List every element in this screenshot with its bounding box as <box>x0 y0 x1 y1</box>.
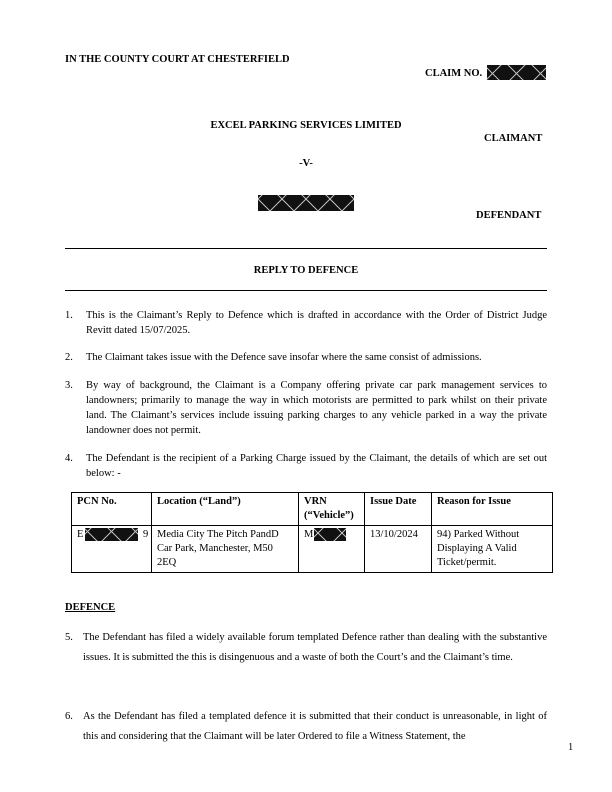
paragraph-number: 5. <box>65 632 73 643</box>
vrn-prefix: M <box>304 529 314 540</box>
paragraph-text: As the Defendant has filed a templated defence it is submitted that their conduct is unreasonable, in light of this and considering that the Claimant will be later Ordered to file a Witness Statement, the <box>83 711 547 742</box>
title-rule-top <box>65 248 547 249</box>
redacted-claim-number <box>487 65 546 80</box>
column-header: Reason for Issue <box>432 493 553 526</box>
paragraph-2 <box>65 350 547 365</box>
pcn-cell <box>72 526 152 573</box>
defence-heading: DEFENCE <box>65 602 116 613</box>
document-title: REPLY TO DEFENCE <box>253 265 359 276</box>
paragraph-number: 2. <box>65 352 73 363</box>
defendant-role: DEFENDANT <box>476 210 542 221</box>
paragraph-3 <box>65 378 547 438</box>
location-cell: Media City The Pitch PandD Car Park, Manchester, M50 2EQ <box>152 526 299 573</box>
table-header-row <box>72 493 553 526</box>
paragraph-number: 3. <box>65 380 73 391</box>
redacted-vrn <box>314 528 346 541</box>
issue-date-cell: 13/10/2024 <box>365 526 432 573</box>
paragraph-number: 6. <box>65 711 73 722</box>
table-row <box>72 526 553 573</box>
redacted-pcn <box>85 528 138 541</box>
page-number: 1 <box>568 742 574 753</box>
paragraph-text: This is the Claimant’s Reply to Defence which is drafted in accordance with the Order of District Judge Revitt dated 15/07/2025. <box>86 310 547 336</box>
pcn-prefix: E <box>77 529 84 540</box>
reason-cell: 94) Parked Without Displaying A Valid Ticket/permit. <box>432 526 553 573</box>
paragraph-text: The Defendant is the recipient of a Parking Charge issued by the Claimant, the details of which are set out below: - <box>86 453 547 479</box>
paragraph-1 <box>65 308 547 338</box>
pcn-details-table <box>71 492 553 573</box>
claimant-role: CLAIMANT <box>484 133 543 144</box>
court-heading: IN THE COUNTY COURT AT CHESTERFIELD <box>65 54 290 65</box>
paragraph-text: The Defendant has filed a widely available forum templated Defence rather than dealing with the substantive issues. It is submitted the this is disingenuous and a waste of both the Court’s and the Claimant’s time. <box>83 632 547 663</box>
title-rule-bottom <box>65 290 547 291</box>
claim-number-label: CLAIM NO. <box>425 68 483 79</box>
column-header: PCN No. <box>72 493 152 526</box>
versus-label: -V- <box>299 158 313 169</box>
redacted-defendant-name <box>258 195 354 211</box>
paragraph-number: 4. <box>65 453 73 464</box>
column-header: Issue Date <box>365 493 432 526</box>
claimant-name: EXCEL PARKING SERVICES LIMITED <box>210 120 402 131</box>
column-header: VRN (“Vehicle”) <box>299 493 365 526</box>
paragraph-5 <box>65 628 547 668</box>
paragraph-number: 1. <box>65 310 73 321</box>
vrn-cell <box>299 526 365 573</box>
paragraph-6 <box>65 707 547 747</box>
column-header: Location (“Land”) <box>152 493 299 526</box>
paragraph-4 <box>65 451 547 481</box>
pcn-suffix: 9 <box>143 529 149 540</box>
paragraph-text: The Claimant takes issue with the Defence save insofar where the same consist of admissions. <box>86 352 482 363</box>
paragraph-text: By way of background, the Claimant is a Company offering private car park management services to landowners; primarily to manage the way in which motorists are permitted to park whilst on their private land. The Claimant’s services include issuing parking charges to any vehicle parked in a way the private landowner does not permit. <box>86 380 547 436</box>
